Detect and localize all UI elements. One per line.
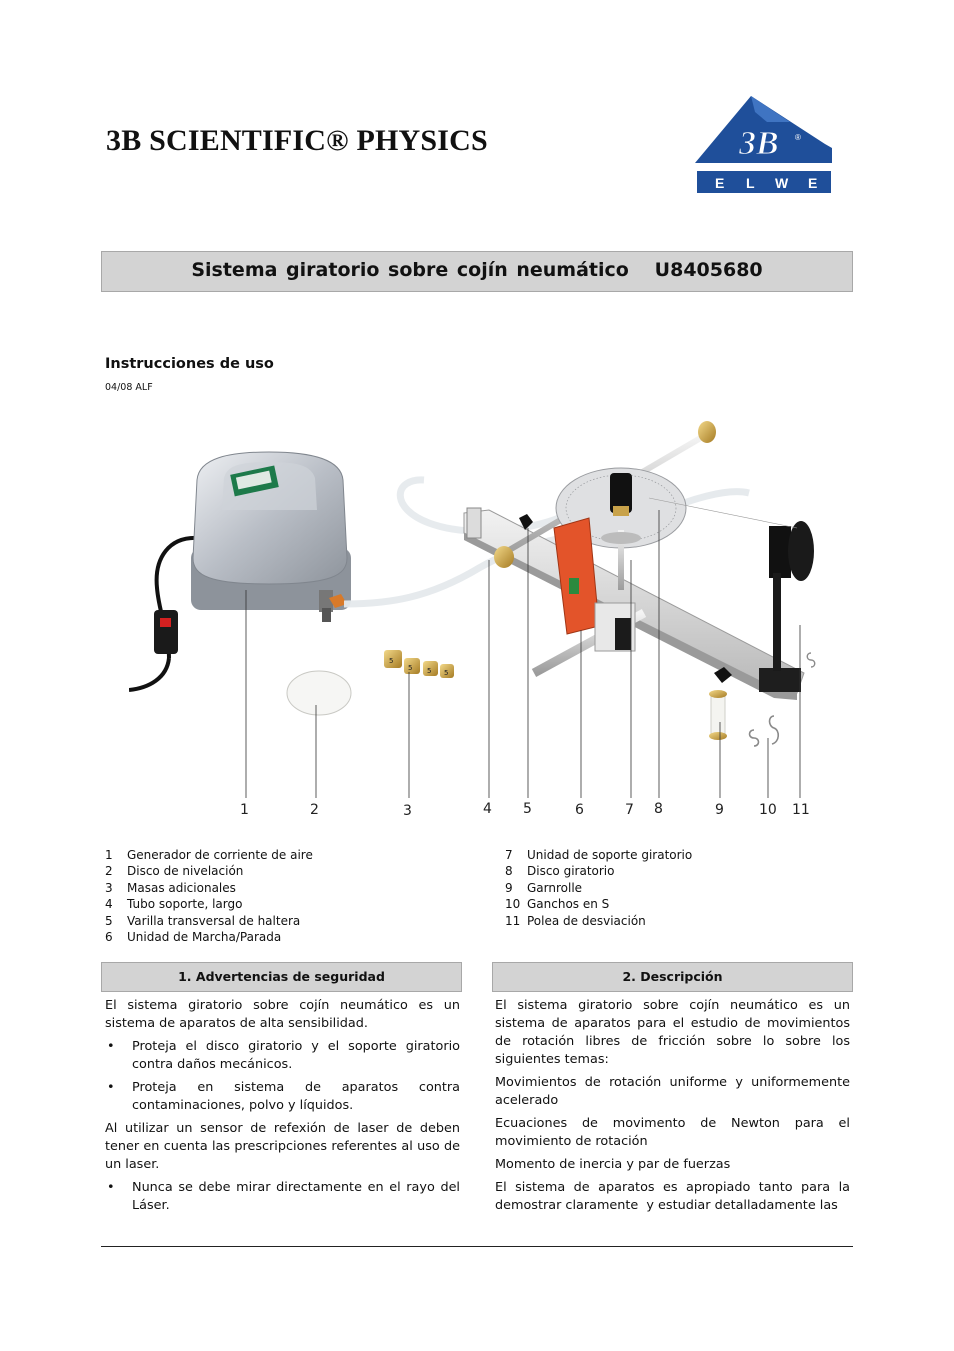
paragraph: Al utilizar un sensor de refexión de laser de deben tener en cuenta las prescripciones referentes al uso de un laser. (105, 1121, 460, 1172)
power-switch (154, 610, 178, 654)
callout-8: 8 (654, 801, 663, 817)
logo-letter-l: L (746, 175, 755, 191)
additional-masses (384, 650, 454, 678)
callout-1: 1 (240, 802, 249, 818)
logo-letter-w: W (775, 175, 789, 191)
legend-item: 11 Polea de desviación (505, 913, 646, 928)
legend-item: 4 Tubo soporte, largo (105, 897, 243, 912)
deflection-pulley (788, 521, 814, 581)
legend-item: 6 Unidad de Marcha/Parada (105, 929, 282, 944)
callout-4: 4 (483, 801, 492, 817)
svg-text:5: 5 (444, 669, 449, 677)
deflection-pulley-mount (769, 526, 791, 578)
callout-9: 9 (715, 802, 724, 818)
brass-weight-left (494, 546, 514, 568)
subtitle: Instrucciones de uso (105, 356, 274, 372)
legend-item: 7 Unidad de soporte giratorio (505, 848, 693, 862)
logo-mark: 3B (739, 125, 779, 162)
paragraph: Ecuaciones de movimento de Newton para el movimiento de rotación (495, 1116, 850, 1149)
logo-letter-e2: E (808, 175, 818, 191)
svg-text:5: 5 (389, 657, 394, 665)
bullet-item: • Proteja el disco giratorio y el soporte giratorio contra daños mecánicos. (107, 1039, 460, 1072)
s-hook-1 (750, 730, 759, 746)
legend-item: 8 Disco giratorio (505, 864, 615, 879)
footer-rule (101, 1246, 853, 1247)
callout-5: 5 (523, 801, 532, 817)
callout-10: 10 (759, 802, 777, 818)
paragraph: El sistema de aparatos es apropiado tanto para la demostrar claramente y estudiar detalladamente las (495, 1180, 855, 1213)
callout-3: 3 (403, 803, 412, 819)
3b-elwe-logo (695, 96, 832, 194)
paragraph: Momento de inercia y par de fuerzas (495, 1157, 731, 1172)
callout-2: 2 (310, 802, 319, 818)
callout-7: 7 (625, 802, 634, 818)
paragraph: El sistema giratorio sobre cojín neumático es un sistema de aparatos para el estudio de movimientos de rotación libres de fricción sobre lo sobre los siguientes temas: (495, 998, 850, 1067)
revision-date: 04/08 ALF (105, 382, 153, 393)
brand-title: 3B SCIENTIFIC® PHYSICS (106, 124, 488, 157)
bullet-item: • Proteja en sistema de aparatos contra contaminaciones, polvo y líquidos. (107, 1080, 460, 1113)
section-heading-description: 2. Descripción (492, 962, 853, 992)
legend-item: 2 Disco de nivelación (105, 864, 244, 879)
svg-text:®: ® (795, 133, 801, 142)
spool (711, 693, 725, 737)
paragraph: El sistema giratorio sobre cojín neumático es un sistema de aparatos de alta sensibilidad. (105, 998, 460, 1031)
document-title: Sistema giratorio sobre cojín neumático U8405680 (191, 259, 763, 281)
apparatus-figure (129, 418, 823, 763)
paragraph: Movimientos de rotación uniforme y uniformemente acelerado (495, 1075, 850, 1108)
legend-item: 9 Garnrolle (505, 880, 583, 895)
document-title-bar (101, 251, 853, 292)
parts-legend-right (505, 847, 692, 929)
svg-text:5: 5 (408, 664, 413, 672)
section-heading-safety: 1. Advertencias de seguridad (101, 962, 462, 992)
legend-item: 5 Varilla transversal de haltera (105, 913, 301, 928)
logo-letter-e1: E (715, 175, 725, 191)
s-hook-2 (770, 716, 779, 744)
description-section-body (495, 997, 855, 1220)
safety-section-body (105, 997, 460, 1220)
leveling-disc (287, 671, 351, 715)
callout-6: 6 (575, 802, 584, 818)
brass-weight-top (698, 421, 716, 443)
bullet-item: • Nunca se debe mirar directamente en el rayo del Láser. (107, 1180, 460, 1213)
legend-item: 1 Generador de corriente de aire (105, 848, 313, 862)
legend-item: 3 Masas adicionales (105, 880, 236, 895)
svg-text:5: 5 (427, 667, 432, 675)
legend-item: 10 Ganchos en S (505, 897, 610, 912)
parts-legend-left (105, 847, 313, 945)
callout-11: 11 (792, 802, 810, 818)
